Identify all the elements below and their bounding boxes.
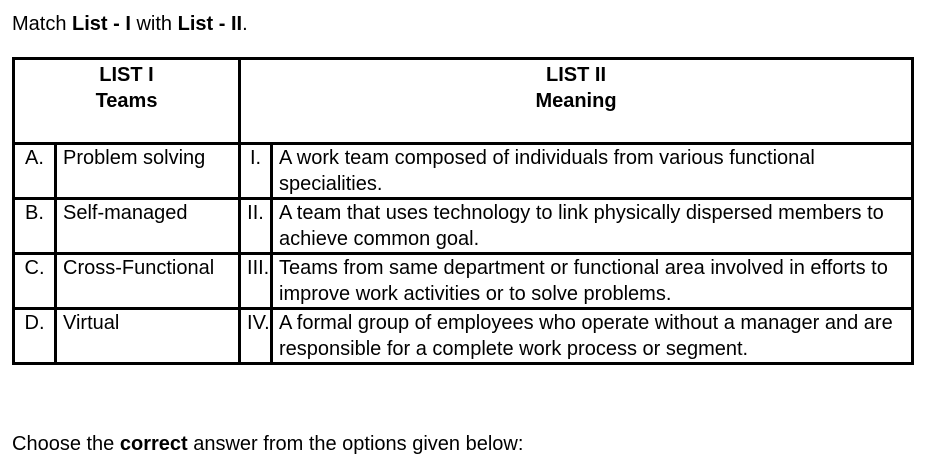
answer-prefix: Choose the — [12, 433, 120, 455]
team-meaning: A team that uses technology to link physically dispersed members to achieve common goal. — [272, 199, 913, 254]
row-roman: III. — [240, 254, 272, 309]
instruction-prefix: Match — [12, 13, 73, 35]
row-roman: IV. — [240, 309, 272, 364]
team-name: Virtual — [56, 309, 240, 364]
list1-subtitle: Teams — [95, 90, 158, 112]
row-letter: A. — [14, 144, 56, 199]
team-meaning: Teams from same department or functional area involved in efforts to improve work activities or to solve problems. — [272, 254, 913, 309]
answer-suffix: answer from the options given below: — [187, 433, 524, 455]
list2-header — [240, 59, 913, 144]
list2-subtitle: Meaning — [535, 90, 617, 112]
instruction-middle: with — [130, 13, 178, 35]
team-name: Self-managed — [56, 199, 240, 254]
table-row — [14, 254, 913, 309]
answer-bold: correct — [119, 433, 188, 455]
list1-title: LIST I — [99, 64, 154, 86]
team-name: Problem solving — [56, 144, 240, 199]
row-roman: II. — [240, 199, 272, 254]
instruction-suffix: . — [242, 13, 248, 35]
row-letter: C. — [14, 254, 56, 309]
list2-label: List - II — [177, 13, 243, 35]
table-row — [14, 144, 913, 199]
row-letter: D. — [14, 309, 56, 364]
question-instruction — [12, 10, 248, 38]
match-table — [12, 57, 914, 365]
list2-title: LIST II — [546, 64, 606, 86]
row-roman: I. — [240, 144, 272, 199]
team-name: Cross-Functional — [56, 254, 240, 309]
table-row — [14, 199, 913, 254]
team-meaning: A work team composed of individuals from various functional specialities. — [272, 144, 913, 199]
team-meaning: A formal group of employees who operate without a manager and are responsible for a complete work process or segment. — [272, 309, 913, 364]
list1-header — [14, 59, 240, 144]
table-header-row — [14, 59, 913, 144]
table-row — [14, 309, 913, 364]
list1-label: List - I — [72, 13, 131, 35]
answer-instruction — [12, 430, 523, 458]
row-letter: B. — [14, 199, 56, 254]
